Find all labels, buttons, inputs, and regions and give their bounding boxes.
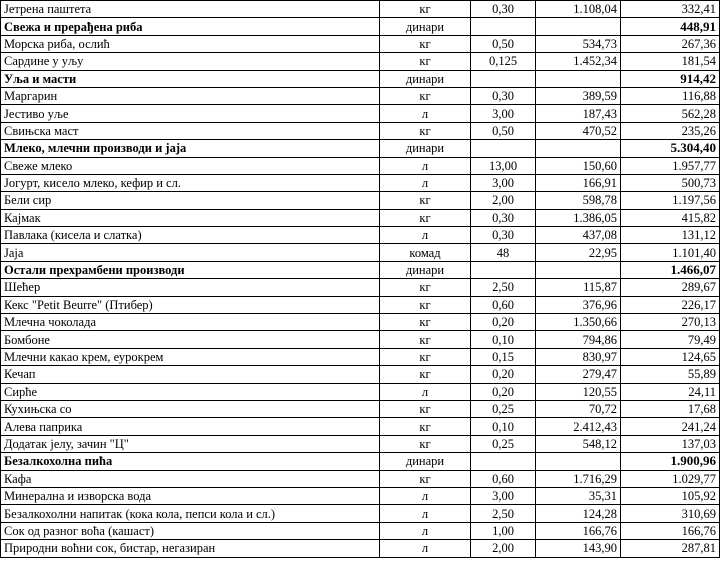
unit-price-cell: [536, 18, 621, 35]
item-name-cell: Природни воћни сок, бистар, негазиран: [1, 540, 380, 557]
unit-price-cell: 376,96: [536, 296, 621, 313]
unit-price-cell: 794,86: [536, 331, 621, 348]
value-cell: 124,65: [621, 348, 720, 365]
unit-price-cell: 1.108,04: [536, 1, 621, 18]
unit-price-cell: 437,08: [536, 227, 621, 244]
quantity-cell: 0,125: [471, 53, 536, 70]
item-name-cell: Јестиво уље: [1, 105, 380, 122]
quantity-cell: 3,00: [471, 487, 536, 504]
quantity-cell: 3,00: [471, 174, 536, 191]
unit-price-cell: [536, 453, 621, 470]
table-row: [1, 435, 720, 452]
unit-price-cell: 120,55: [536, 383, 621, 400]
unit-price-cell: 1.452,34: [536, 53, 621, 70]
unit-price-cell: [536, 261, 621, 278]
unit-cell: кг: [380, 53, 471, 70]
value-cell: 24,11: [621, 383, 720, 400]
quantity-cell: 0,20: [471, 383, 536, 400]
value-cell: 332,41: [621, 1, 720, 18]
table-row: [1, 122, 720, 139]
table-row: [1, 366, 720, 383]
unit-price-cell: 22,95: [536, 244, 621, 261]
value-cell: 79,49: [621, 331, 720, 348]
unit-cell: динари: [380, 140, 471, 157]
unit-cell: кг: [380, 279, 471, 296]
unit-cell: динари: [380, 70, 471, 87]
item-name-cell: Додатак јелу, зачин "Ц": [1, 435, 380, 452]
value-cell: 116,88: [621, 87, 720, 104]
quantity-cell: 0,10: [471, 331, 536, 348]
value-cell: 235,26: [621, 122, 720, 139]
table-row: [1, 418, 720, 435]
item-name-cell: Кајмак: [1, 209, 380, 226]
value-cell: 105,92: [621, 487, 720, 504]
table-row: [1, 87, 720, 104]
table-row: [1, 522, 720, 539]
item-name-cell: Млеко, млечни производи и јаја: [1, 140, 380, 157]
item-name-cell: Свеже млеко: [1, 157, 380, 174]
unit-price-cell: 124,28: [536, 505, 621, 522]
unit-cell: кг: [380, 87, 471, 104]
unit-cell: кг: [380, 435, 471, 452]
quantity-cell: 13,00: [471, 157, 536, 174]
category-row: [1, 70, 720, 87]
table-row: [1, 314, 720, 331]
quantity-cell: 1,00: [471, 522, 536, 539]
quantity-cell: 0,25: [471, 400, 536, 417]
unit-cell: кг: [380, 314, 471, 331]
quantity-cell: 0,50: [471, 122, 536, 139]
value-cell: 1.466,07: [621, 261, 720, 278]
item-name-cell: Минерална и изворска вода: [1, 487, 380, 504]
table-row: [1, 209, 720, 226]
value-cell: 310,69: [621, 505, 720, 522]
quantity-cell: 0,30: [471, 1, 536, 18]
unit-cell: динари: [380, 453, 471, 470]
unit-cell: кг: [380, 209, 471, 226]
unit-cell: динари: [380, 261, 471, 278]
quantity-cell: 0,10: [471, 418, 536, 435]
item-name-cell: Бомбоне: [1, 331, 380, 348]
quantity-cell: 0,30: [471, 209, 536, 226]
table-row: [1, 157, 720, 174]
unit-price-cell: 166,91: [536, 174, 621, 191]
unit-cell: кг: [380, 400, 471, 417]
unit-cell: кг: [380, 331, 471, 348]
quantity-cell: 2,00: [471, 540, 536, 557]
value-cell: 55,89: [621, 366, 720, 383]
value-cell: 1.957,77: [621, 157, 720, 174]
table-row: [1, 348, 720, 365]
category-row: [1, 453, 720, 470]
value-cell: 17,68: [621, 400, 720, 417]
item-name-cell: Уља и масти: [1, 70, 380, 87]
unit-cell: комад: [380, 244, 471, 261]
item-name-cell: Безалкохолна пића: [1, 453, 380, 470]
unit-cell: кг: [380, 418, 471, 435]
unit-price-cell: 166,76: [536, 522, 621, 539]
unit-price-cell: 70,72: [536, 400, 621, 417]
item-name-cell: Морска риба, ослић: [1, 35, 380, 52]
quantity-cell: 0,60: [471, 470, 536, 487]
quantity-cell: 0,20: [471, 314, 536, 331]
item-name-cell: Сирће: [1, 383, 380, 400]
table-row: [1, 540, 720, 557]
unit-price-cell: 35,31: [536, 487, 621, 504]
item-name-cell: Јогурт, кисело млеко, кефир и сл.: [1, 174, 380, 191]
item-name-cell: Млечна чоколада: [1, 314, 380, 331]
value-cell: 241,24: [621, 418, 720, 435]
quantity-cell: 2,50: [471, 505, 536, 522]
category-row: [1, 261, 720, 278]
quantity-cell: 0,30: [471, 227, 536, 244]
unit-cell: л: [380, 540, 471, 557]
item-name-cell: Кечап: [1, 366, 380, 383]
table-row: [1, 192, 720, 209]
item-name-cell: Свињска маст: [1, 122, 380, 139]
unit-price-cell: 1.350,66: [536, 314, 621, 331]
unit-price-cell: 470,52: [536, 122, 621, 139]
unit-cell: л: [380, 505, 471, 522]
value-cell: 267,36: [621, 35, 720, 52]
unit-cell: кг: [380, 296, 471, 313]
unit-price-cell: 150,60: [536, 157, 621, 174]
unit-price-cell: 143,90: [536, 540, 621, 557]
value-cell: 1.197,56: [621, 192, 720, 209]
unit-price-cell: 830,97: [536, 348, 621, 365]
item-name-cell: Млечни какао крем, еурокрем: [1, 348, 380, 365]
item-name-cell: Свежа и прерађена риба: [1, 18, 380, 35]
unit-price-cell: 1.716,29: [536, 470, 621, 487]
item-name-cell: Безалкохолни напитак (кока кола, пепси кола и сл.): [1, 505, 380, 522]
quantity-cell: [471, 140, 536, 157]
table-row: [1, 487, 720, 504]
quantity-cell: 0,60: [471, 296, 536, 313]
item-name-cell: Сардине у уљу: [1, 53, 380, 70]
quantity-cell: 0,50: [471, 35, 536, 52]
quantity-cell: [471, 70, 536, 87]
value-cell: 181,54: [621, 53, 720, 70]
unit-price-cell: 598,78: [536, 192, 621, 209]
unit-cell: динари: [380, 18, 471, 35]
item-name-cell: Кухињска со: [1, 400, 380, 417]
table-row: [1, 470, 720, 487]
unit-price-cell: 548,12: [536, 435, 621, 452]
value-cell: 137,03: [621, 435, 720, 452]
value-cell: 448,91: [621, 18, 720, 35]
quantity-cell: 0,30: [471, 87, 536, 104]
value-cell: 166,76: [621, 522, 720, 539]
unit-cell: кг: [380, 348, 471, 365]
unit-cell: кг: [380, 192, 471, 209]
table-row: [1, 35, 720, 52]
value-cell: 914,42: [621, 70, 720, 87]
unit-cell: кг: [380, 470, 471, 487]
item-name-cell: Шећер: [1, 279, 380, 296]
table-row: [1, 296, 720, 313]
unit-price-cell: 279,47: [536, 366, 621, 383]
unit-price-cell: 534,73: [536, 35, 621, 52]
unit-cell: л: [380, 522, 471, 539]
quantity-cell: 0,25: [471, 435, 536, 452]
unit-price-cell: 187,43: [536, 105, 621, 122]
unit-cell: л: [380, 227, 471, 244]
item-name-cell: Маргарин: [1, 87, 380, 104]
table-row: [1, 244, 720, 261]
value-cell: 500,73: [621, 174, 720, 191]
unit-price-cell: 2.412,43: [536, 418, 621, 435]
table-row: [1, 227, 720, 244]
table-row: [1, 400, 720, 417]
quantity-cell: [471, 261, 536, 278]
value-cell: 270,13: [621, 314, 720, 331]
unit-cell: л: [380, 383, 471, 400]
quantity-cell: 0,20: [471, 366, 536, 383]
unit-price-cell: 115,87: [536, 279, 621, 296]
value-cell: 1.900,96: [621, 453, 720, 470]
table-row: [1, 174, 720, 191]
value-cell: 1.029,77: [621, 470, 720, 487]
unit-cell: л: [380, 105, 471, 122]
value-cell: 5.304,40: [621, 140, 720, 157]
unit-cell: кг: [380, 1, 471, 18]
table-row: [1, 505, 720, 522]
item-name-cell: Бели сир: [1, 192, 380, 209]
item-name-cell: Остали прехрамбени производи: [1, 261, 380, 278]
value-cell: 562,28: [621, 105, 720, 122]
table-body: [1, 1, 720, 558]
unit-price-cell: [536, 70, 621, 87]
value-cell: 415,82: [621, 209, 720, 226]
table-row: [1, 383, 720, 400]
table-row: [1, 331, 720, 348]
item-name-cell: Алева паприка: [1, 418, 380, 435]
quantity-cell: 2,00: [471, 192, 536, 209]
item-name-cell: Јетрена паштета: [1, 1, 380, 18]
category-row: [1, 140, 720, 157]
item-name-cell: Сок од разног воћа (кашаст): [1, 522, 380, 539]
table-row: [1, 53, 720, 70]
item-name-cell: Кафа: [1, 470, 380, 487]
value-cell: 226,17: [621, 296, 720, 313]
unit-price-cell: 389,59: [536, 87, 621, 104]
value-cell: 131,12: [621, 227, 720, 244]
table-row: [1, 279, 720, 296]
unit-cell: кг: [380, 122, 471, 139]
unit-cell: л: [380, 157, 471, 174]
unit-cell: л: [380, 174, 471, 191]
category-row: [1, 18, 720, 35]
item-name-cell: Јаја: [1, 244, 380, 261]
quantity-cell: 2,50: [471, 279, 536, 296]
unit-price-cell: 1.386,05: [536, 209, 621, 226]
value-cell: 287,81: [621, 540, 720, 557]
quantity-cell: 3,00: [471, 105, 536, 122]
quantity-cell: [471, 18, 536, 35]
table-row: [1, 105, 720, 122]
unit-cell: кг: [380, 35, 471, 52]
value-cell: 1.101,40: [621, 244, 720, 261]
item-name-cell: Павлака (кисела и слатка): [1, 227, 380, 244]
item-name-cell: Кекс "Petit Beurre" (Птибер): [1, 296, 380, 313]
quantity-cell: 48: [471, 244, 536, 261]
unit-cell: л: [380, 487, 471, 504]
unit-price-cell: [536, 140, 621, 157]
value-cell: 289,67: [621, 279, 720, 296]
table-row: [1, 1, 720, 18]
quantity-cell: 0,15: [471, 348, 536, 365]
quantity-cell: [471, 453, 536, 470]
unit-cell: кг: [380, 366, 471, 383]
